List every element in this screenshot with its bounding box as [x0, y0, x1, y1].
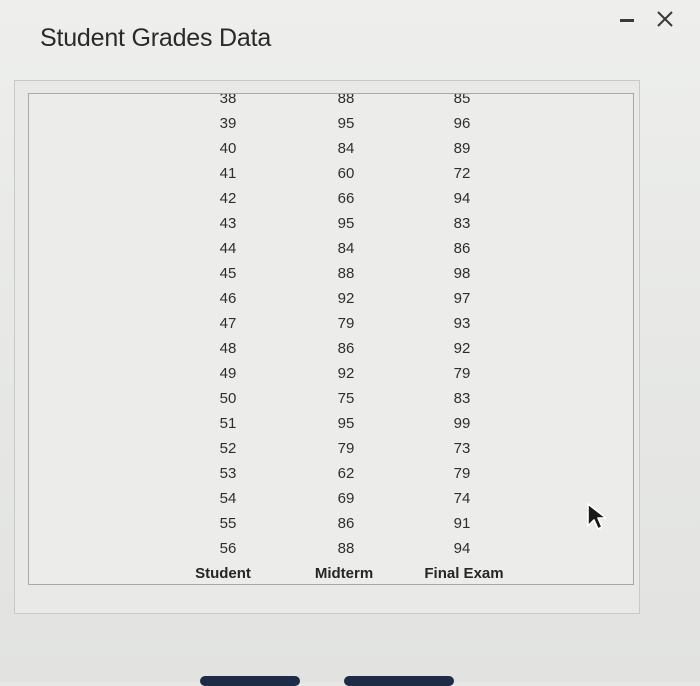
table-row — [29, 436, 633, 461]
table-row — [29, 311, 633, 336]
midterm-cell: 86 — [337, 515, 355, 532]
midterm-cell: 66 — [337, 190, 355, 207]
minimize-icon[interactable] — [618, 17, 636, 23]
student-cell: 54 — [219, 490, 237, 507]
window-title: Student Grades Data — [40, 24, 272, 52]
midterm-cell: 88 — [337, 265, 355, 282]
midterm-cell: 92 — [337, 290, 355, 307]
table-row — [29, 93, 633, 111]
table-row — [29, 186, 633, 211]
student-cell: 46 — [219, 290, 237, 307]
midterm-cell: 86 — [337, 340, 355, 357]
table-row — [29, 336, 633, 361]
table-row — [29, 111, 633, 136]
table-row — [29, 161, 633, 186]
final-exam-cell: 79 — [453, 365, 471, 382]
table-row — [29, 361, 633, 386]
midterm-cell: 79 — [337, 440, 355, 457]
final-exam-cell: 96 — [453, 115, 471, 132]
bottom-tab-right[interactable] — [344, 676, 454, 686]
table-row — [29, 461, 633, 486]
midterm-cell: 84 — [337, 240, 355, 257]
final-exam-cell: 97 — [453, 290, 471, 307]
final-exam-cell: 83 — [453, 215, 471, 232]
pointer-arrow-icon — [584, 500, 612, 532]
table-row — [29, 261, 633, 286]
final-exam-cell: 74 — [453, 490, 471, 507]
midterm-cell: 95 — [337, 415, 355, 432]
table-row — [29, 486, 633, 511]
student-cell: 40 — [219, 140, 237, 157]
student-cell: 44 — [219, 240, 237, 257]
table-row — [29, 411, 633, 436]
midterm-cell: 95 — [337, 215, 355, 232]
student-cell: 38 — [219, 93, 237, 107]
final-exam-cell: 94 — [453, 540, 471, 557]
final-exam-cell: 89 — [453, 140, 471, 157]
table-header-row — [29, 561, 633, 585]
student-cell: 53 — [219, 465, 237, 482]
midterm-cell: 69 — [337, 490, 355, 507]
final-exam-cell: 79 — [453, 465, 471, 482]
midterm-cell: 62 — [337, 465, 355, 482]
table-row — [29, 536, 633, 561]
student-cell: 48 — [219, 340, 237, 357]
student-cell: 45 — [219, 265, 237, 282]
close-x-glyph — [652, 6, 678, 32]
student-cell: 50 — [219, 390, 237, 407]
student-cell: 51 — [219, 415, 237, 432]
final-exam-cell: 99 — [453, 415, 471, 432]
final-exam-cell: 93 — [453, 315, 471, 332]
student-cell: 47 — [219, 315, 237, 332]
final-exam-cell: 94 — [453, 190, 471, 207]
midterm-cell: 79 — [337, 315, 355, 332]
grades-table[interactable] — [28, 93, 634, 585]
table-row — [29, 511, 633, 536]
column-header-student: Student — [195, 565, 251, 582]
midterm-cell: 88 — [337, 540, 355, 557]
midterm-cell: 95 — [337, 115, 355, 132]
final-exam-cell: 86 — [453, 240, 471, 257]
student-cell: 49 — [219, 365, 237, 382]
midterm-cell: 75 — [337, 390, 355, 407]
student-cell: 55 — [219, 515, 237, 532]
column-header-midterm: Midterm — [314, 565, 374, 582]
table-row — [29, 386, 633, 411]
midterm-cell: 88 — [337, 93, 355, 107]
midterm-cell: 92 — [337, 365, 355, 382]
column-header-final-exam: Final Exam — [424, 565, 504, 582]
student-cell: 52 — [219, 440, 237, 457]
final-exam-cell: 83 — [453, 390, 471, 407]
bottom-tab-left[interactable] — [200, 676, 300, 686]
table-row — [29, 136, 633, 161]
table-row — [29, 236, 633, 261]
student-cell: 43 — [219, 215, 237, 232]
table-row — [29, 211, 633, 236]
close-icon[interactable] — [652, 6, 678, 32]
student-cell: 56 — [219, 540, 237, 557]
midterm-cell: 60 — [337, 165, 355, 182]
table-row — [29, 286, 633, 311]
midterm-cell: 84 — [337, 140, 355, 157]
final-exam-cell: 91 — [453, 515, 471, 532]
final-exam-cell: 98 — [453, 265, 471, 282]
final-exam-cell: 85 — [453, 93, 471, 107]
student-cell: 41 — [219, 165, 237, 182]
final-exam-cell: 92 — [453, 340, 471, 357]
final-exam-cell: 73 — [453, 440, 471, 457]
student-cell: 42 — [219, 190, 237, 207]
student-cell: 39 — [219, 115, 237, 132]
final-exam-cell: 72 — [453, 165, 471, 182]
